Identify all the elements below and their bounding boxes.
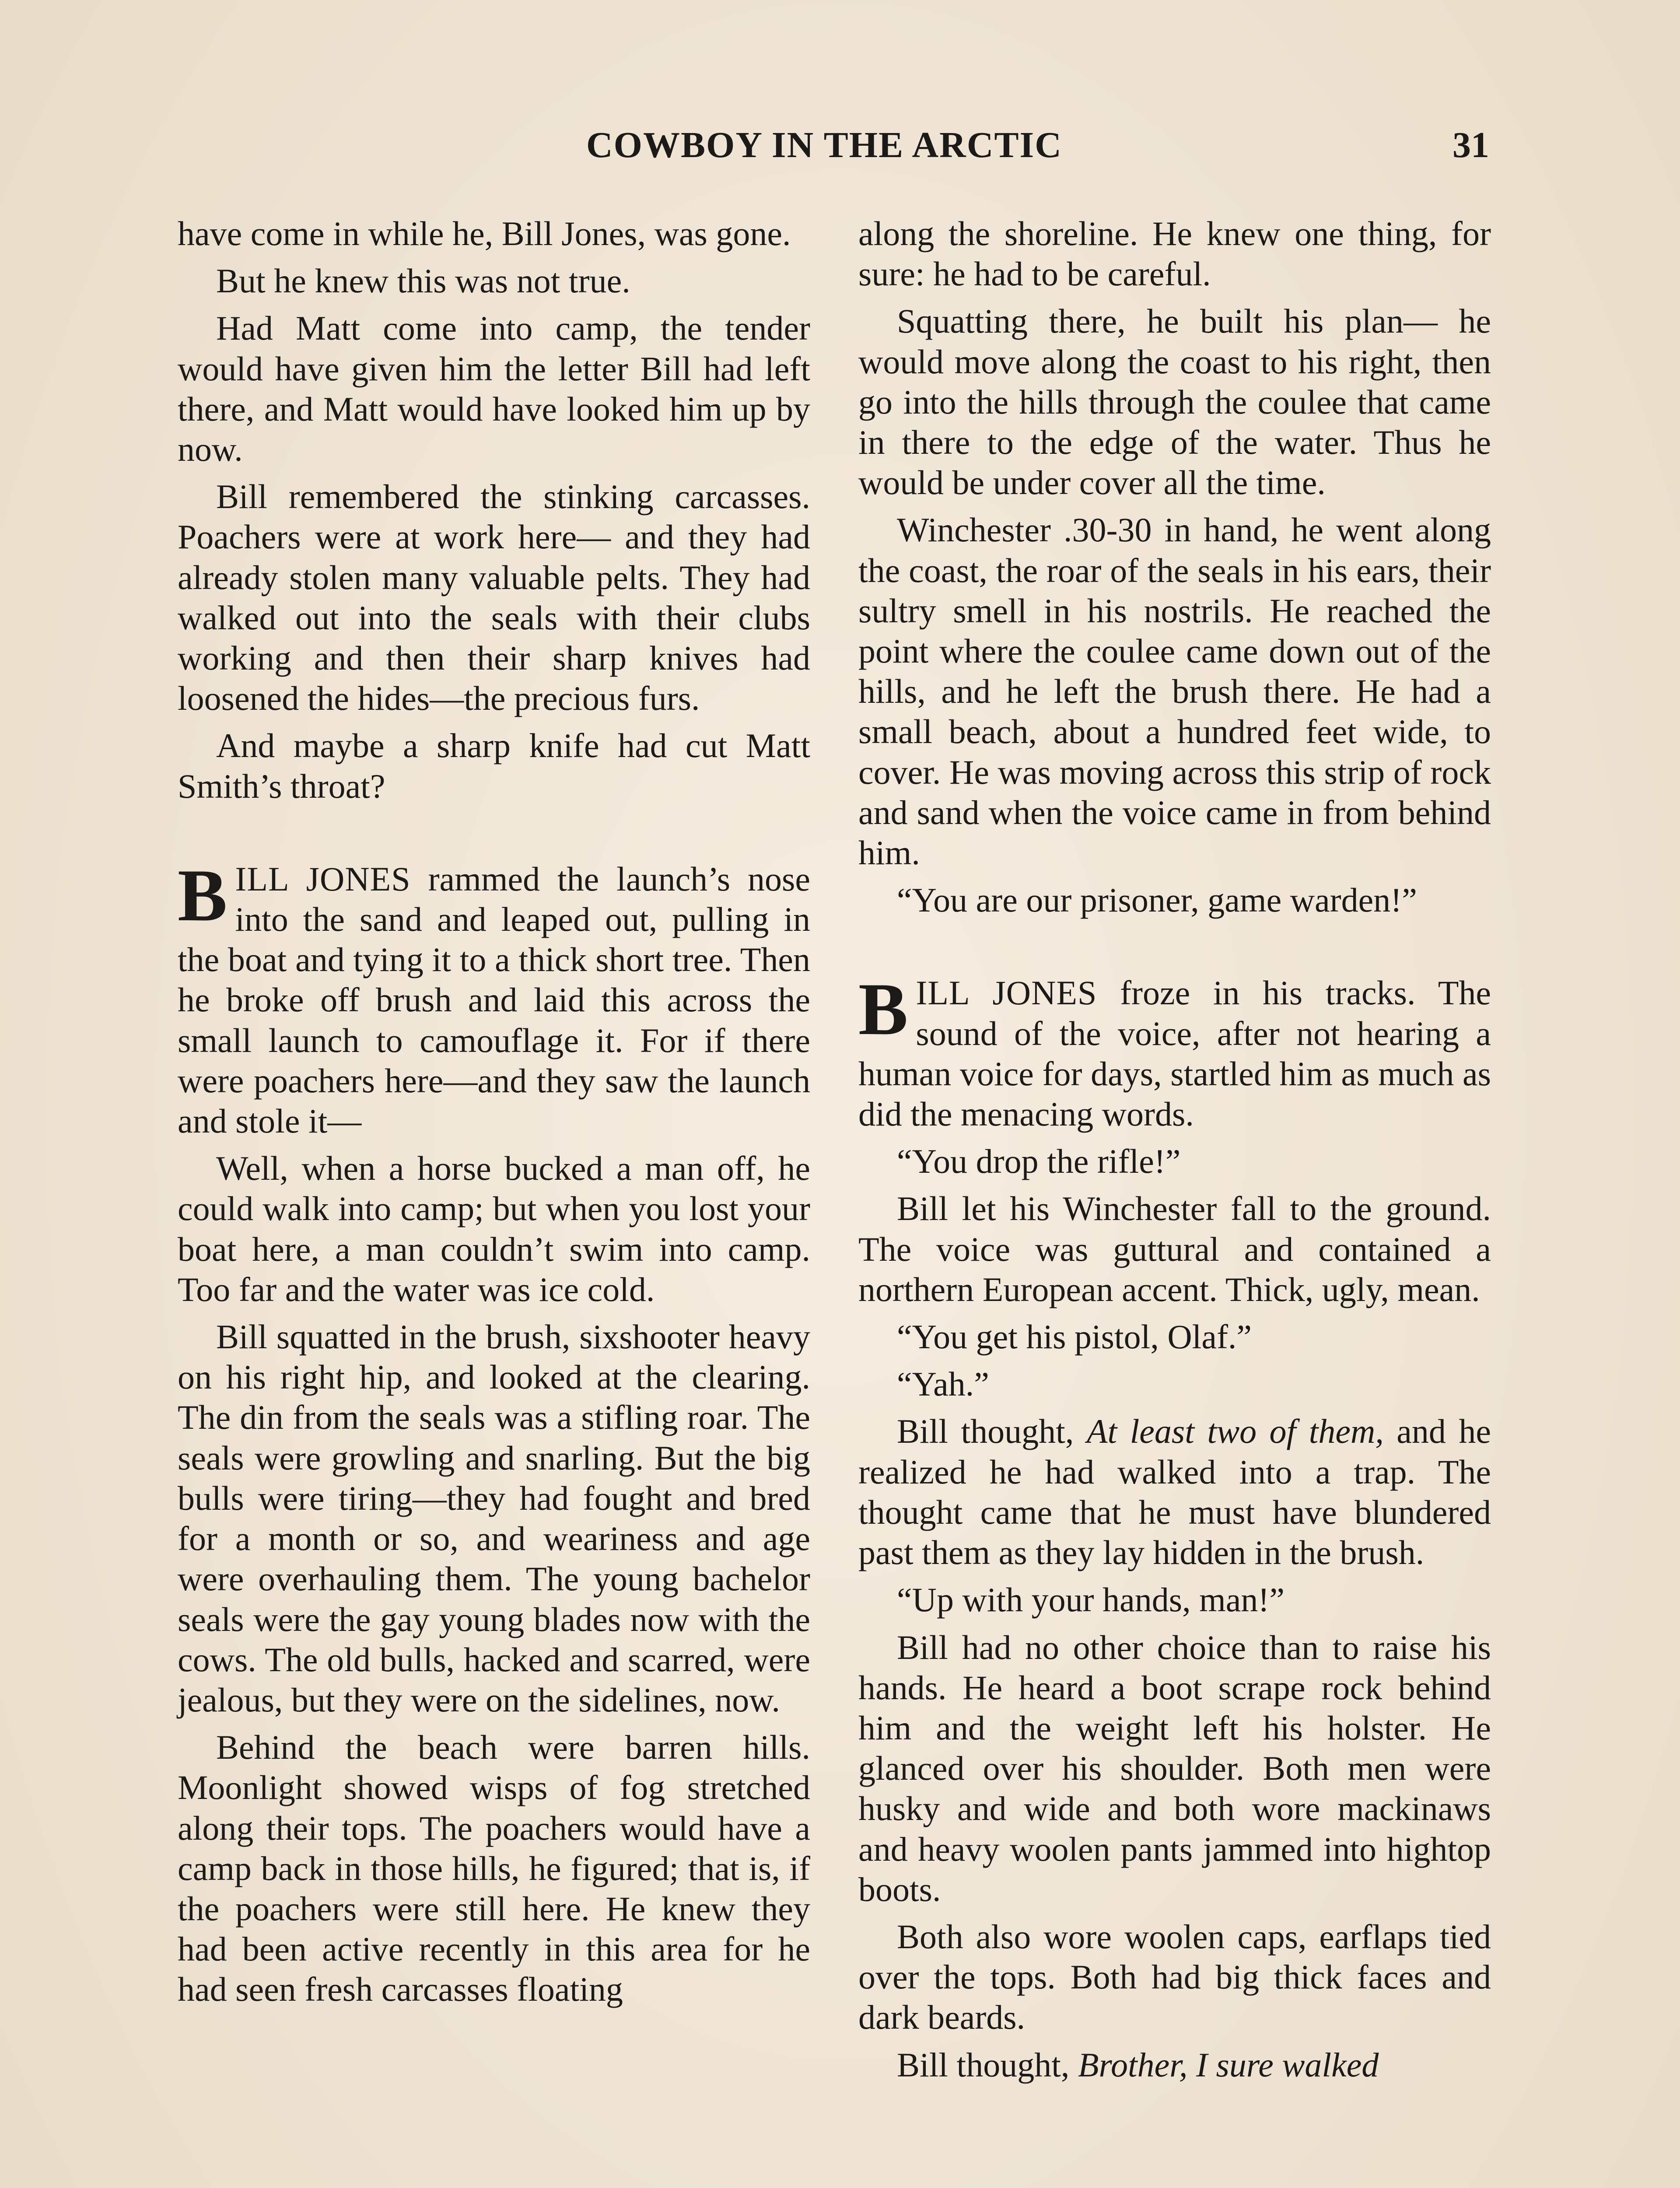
paragraph: have come in while he, Bill Jones, was gone. bbox=[178, 214, 791, 252]
section-opening-paragraph bbox=[178, 854, 810, 1141]
paragraph: Bill had no other choice than to raise his hands. He heard a boot scrape rock behind him and the weight left his holster. He glanced over his shoulder. Both men were husky and wide and both wore mackinaws and heavy woolen pants jammed into hightop boots. bbox=[858, 1628, 1491, 1908]
paragraph: “Up with your hands, man!” bbox=[897, 1581, 1284, 1619]
paragraph-text: froze in his tracks. The sound of the voice, after not hearing a human voice for days, startled him as much as did the menacing words. bbox=[858, 974, 1491, 1133]
left-column bbox=[178, 214, 810, 2017]
section-opening-paragraph bbox=[858, 968, 1491, 1134]
right-column bbox=[858, 214, 1491, 2092]
story-title: COWBOY IN THE ARCTIC bbox=[586, 125, 1062, 165]
paragraph: along the shoreline. He knew one thing, for sure: he had to be careful. bbox=[858, 214, 1491, 293]
paragraph: Squatting there, he built his plan— he would move along the coast to his right, then go into the hills through the coulee that came in there to the edge of the water. Thus he would be under cover all the time. bbox=[858, 302, 1491, 502]
paragraph bbox=[858, 2045, 1491, 2085]
paragraph: But he knew this was not true. bbox=[216, 262, 630, 300]
paragraph: “You are our prisoner, game warden!” bbox=[897, 881, 1417, 919]
italic-thought: At least two of them, bbox=[1086, 1412, 1384, 1451]
paragraph: “You drop the rifle!” bbox=[897, 1142, 1181, 1181]
drop-cap: B bbox=[858, 968, 908, 1051]
paragraph-text: rammed the launch’s nose into the sand and leaped out, pulling in the boat and tying it to a thick short tree. Then he broke off brush and laid this across the small launch to camouflage it. For if there were poachers here—and they saw the launch and stole it— bbox=[178, 859, 810, 1140]
drop-cap: B bbox=[178, 854, 228, 936]
paragraph: Bill squatted in the brush, sixshooter heavy on his right hip, and looked at the clearing. The din from the seals was a stifling roar. The seals were growling and snarling. But the big bulls were tiring—they had fought and bred for a month or so, and weariness and age were overhauling them. The young bachelor seals were the gay young blades now with the cows. The old bulls, hacked and scarred, were jealous, but they were on the sidelines, now. bbox=[178, 1318, 810, 1719]
paragraph: And maybe a sharp knife had cut Matt Smith’s throat? bbox=[178, 726, 810, 805]
lead-in: ILL JONES bbox=[235, 859, 411, 898]
paragraph: Both also wore woolen caps, earflaps tied over the tops. Both had big thick faces and dark beards. bbox=[858, 1917, 1491, 2037]
paragraph: Well, when a horse bucked a man off, he could walk into camp; but when you lost your boat here, a man couldn’t swim into camp. Too far and the water was ice cold. bbox=[178, 1149, 810, 1308]
page-number: 31 bbox=[1452, 125, 1489, 165]
paragraph: Had Matt come into camp, the tender would have given him the letter Bill had left there, and Matt would have looked him up by now. bbox=[178, 309, 810, 469]
running-head bbox=[0, 123, 1680, 167]
paragraph: Bill let his Winchester fall to the ground. The voice was guttural and contained a northern European accent. Thick, ugly, mean. bbox=[858, 1189, 1491, 1308]
paragraph-text: Bill thought, bbox=[897, 2045, 1078, 2084]
lead-in: ILL JONES bbox=[916, 974, 1097, 1012]
paragraph: “You get his pistol, Olaf.” bbox=[897, 1318, 1252, 1356]
paragraph: Winchester .30-30 in hand, he went along the coast, the roar of the seals in his ears, their sultry smell in his nostrils. He reached the point where the coulee came down out of the hills, and he left the brush there. He had a small beach, about a hundred feet wide, to cover. He was moving across this strip of rock and sand when the voice came in from behind him. bbox=[858, 511, 1491, 872]
paragraph: “Yah.” bbox=[897, 1365, 989, 1403]
paragraph: Bill remembered the stinking carcasses. Poachers were at work here— and they had already stolen many valuable pelts. They had walked out into the seals with their clubs working and then their sharp knives had loosened the hides—the precious furs. bbox=[178, 477, 810, 718]
paragraph bbox=[858, 1411, 1491, 1573]
paragraph-text: Bill thought, bbox=[897, 1412, 1087, 1451]
italic-thought: Brother, I sure walked bbox=[1078, 2045, 1379, 2084]
paragraph: Behind the beach were barren hills. Moonlight showed wisps of fog stretched along their tops. The poachers would have a camp back in those hills, he figured; that is, if the poachers were still here. He knew they had been active recently in this area for he had seen fresh carcasses floating bbox=[178, 1728, 810, 2009]
paragraph-text: and he realized he had walked into a trap. The thought came that he must have blundered past them as they lay hidden in the brush. bbox=[858, 1412, 1491, 1572]
